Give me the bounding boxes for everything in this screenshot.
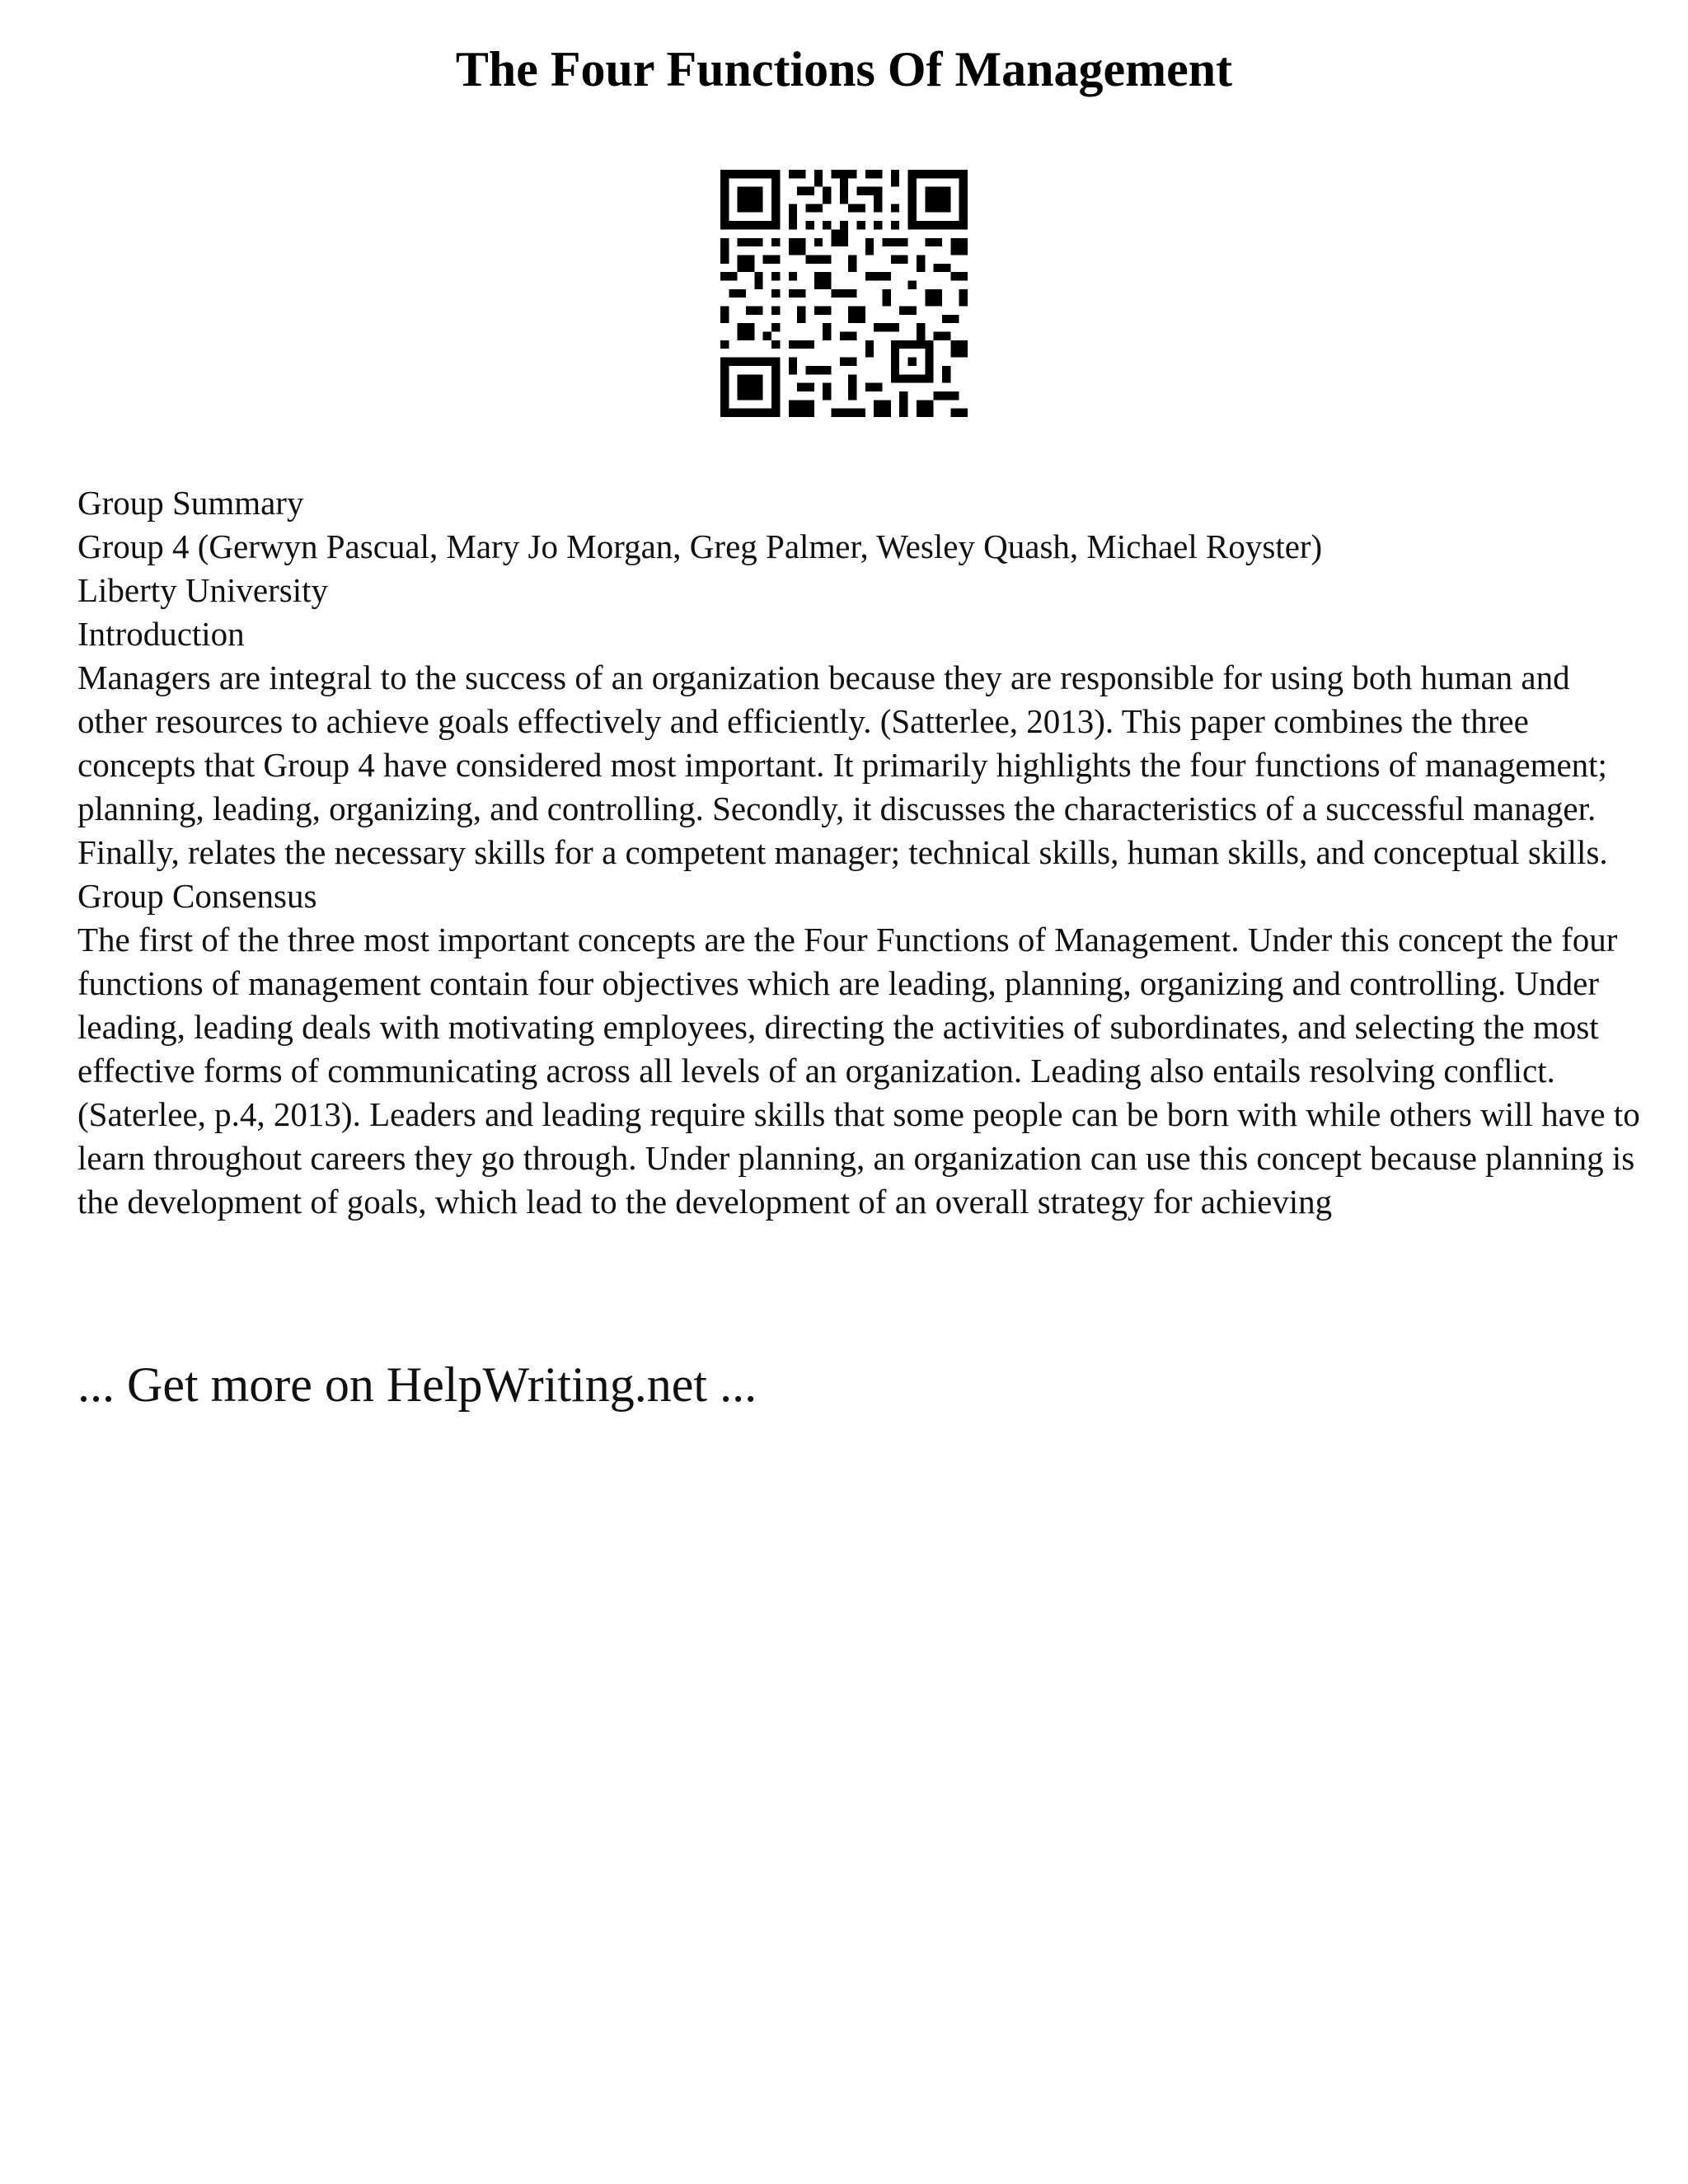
university-name: Liberty University bbox=[77, 571, 329, 609]
get-more-link[interactable]: ... Get more on HelpWriting.net ... bbox=[77, 1357, 757, 1412]
introduction-heading: Introduction bbox=[77, 615, 245, 653]
group-consensus-paragraph: The first of the three most important concepts are the Four Functions of Management. Under this concept the four functions of management contain four objectives which are leading, planning, organizing and controlling. Under leading, leading deals with motivating employees, directing the activities of subordinates, and selecting the most effective forms of communicating across all levels of an organization. Leading also entails resolving conflict. (Saterlee, p.4, 2013). Leaders and leading require skills that some people can be born with while others will have to learn throughout careers they go through. Under planning, an organization can use this concept because planning is the development of goals, which lead to the development of an overall strategy for achieving bbox=[77, 921, 1640, 1221]
group-members: Group 4 (Gerwyn Pascual, Mary Jo Morgan, Greg Palmer, Wesley Quash, Michael Royster) bbox=[77, 527, 1323, 565]
group-consensus-heading: Group Consensus bbox=[77, 877, 317, 915]
qr-code-icon[interactable] bbox=[720, 170, 968, 417]
document-title: The Four Functions Of Management bbox=[455, 42, 1233, 96]
group-summary-heading: Group Summary bbox=[77, 484, 304, 522]
document-body bbox=[77, 481, 1643, 1224]
introduction-paragraph: Managers are integral to the success of an organization because they are responsible for using both human and other resources to achieve goals effectively and efficiently. (Satterlee, 2013). This paper combines the three concepts that Group 4 have considered most important. It primarily highlights the four functions of management; planning, leading, organizing, and controlling. Secondly, it discusses the characteristics of a successful manager. Finally, relates the necessary skills for a competent manager; technical skills, human skills, and conceptual skills. bbox=[77, 658, 1608, 871]
